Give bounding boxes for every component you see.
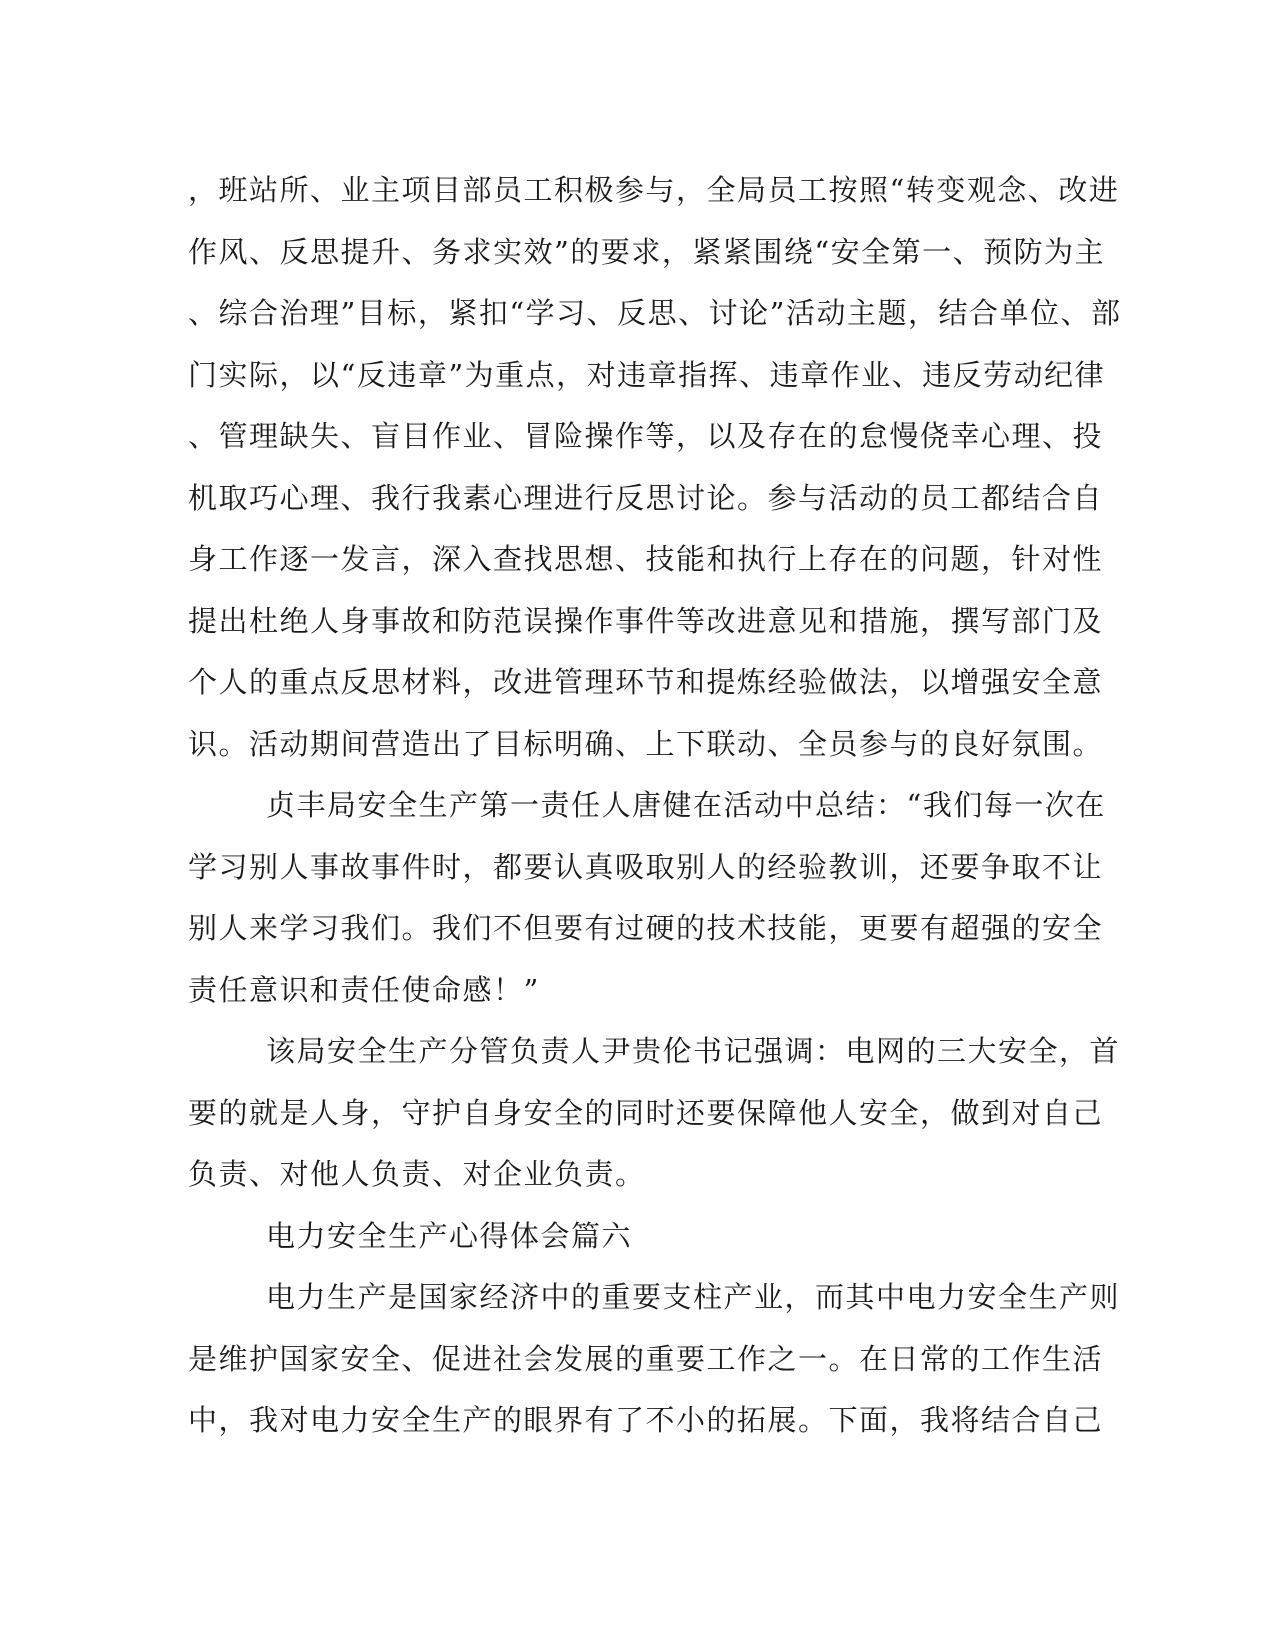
text-line: 电力生产是国家经济中的重要支柱产业，而其中电力安全生产则 — [266, 1280, 1121, 1314]
text-line: 身工作逐一发言，深入查找思想、技能和执行上存在的问题，针对性 — [188, 542, 1104, 576]
text-line: 学习别人事故事件时，都要认真吸取别人的经验教训，还要争取不让 — [188, 849, 1104, 884]
text-line: 门实际，以“反违章”为重点，对违章指挥、违章作业、违反劳动纪律 — [188, 357, 1106, 392]
section-heading: 电力安全生产心得体会篇六 — [266, 1218, 633, 1253]
text-line: 负责、对他人负责、对企业负责。 — [188, 1157, 646, 1191]
paragraph-activity-summary — [188, 160, 1122, 775]
text-line: 识。活动期间营造出了目标明确、上下联动、全员参与的良好氛围。 — [188, 726, 1104, 761]
paragraph-tang-jian-quote — [188, 775, 1106, 1021]
text-line: 个人的重点反思材料，改进管理环节和提炼经验做法，以增强安全意 — [188, 665, 1104, 699]
text-line: 责任意识和责任使命感！” — [188, 972, 540, 1007]
text-line: 提出杜绝人身事故和防范误操作事件等改进意见和措施，撰写部门及 — [188, 603, 1104, 638]
text-line: 要的就是人身，守护自身安全的同时还要保障他人安全，做到对自己 — [188, 1095, 1104, 1130]
text-line: 别人来学习我们。我们不但要有过硬的技术技能，更要有超强的安全 — [188, 911, 1104, 945]
text-line: 、综合治理”目标，紧扣“学习、反思、讨论”活动主题，结合单位、部 — [188, 296, 1122, 330]
text-line: 机取巧心理、我行我素心理进行反思讨论。参与活动的员工都结合自 — [188, 480, 1104, 515]
text-line: 中，我对电力安全生产的眼界有了不小的拓展。下面，我将结合自己 — [188, 1403, 1104, 1437]
text-line: 该局安全生产分管负责人尹贵伦书记强调：电网的三大安全，首 — [266, 1034, 1121, 1068]
text-line: 、管理缺失、盲目作业、冒险操作等，以及存在的怠慢侥幸心理、投 — [188, 419, 1104, 453]
text-line: 是维护国家安全、促进社会发展的重要工作之一。在日常的工作生活 — [188, 1341, 1104, 1376]
document-body — [188, 160, 1122, 1452]
text-line: ，班站所、业主项目部员工积极参与，全局员工按照“转变观念、改进 — [188, 173, 1120, 207]
paragraph-power-production-intro — [188, 1267, 1121, 1452]
paragraph-yin-guilun-remark — [188, 1021, 1121, 1206]
text-line: 作风、反思提升、务求实效”的要求，紧紧围绕“安全第一、预防为主 — [188, 234, 1106, 269]
text-line: 贞丰局安全生产第一责任人唐健在活动中总结：“我们每一次在 — [266, 788, 1106, 822]
section-heading-part-six — [188, 1206, 1068, 1268]
